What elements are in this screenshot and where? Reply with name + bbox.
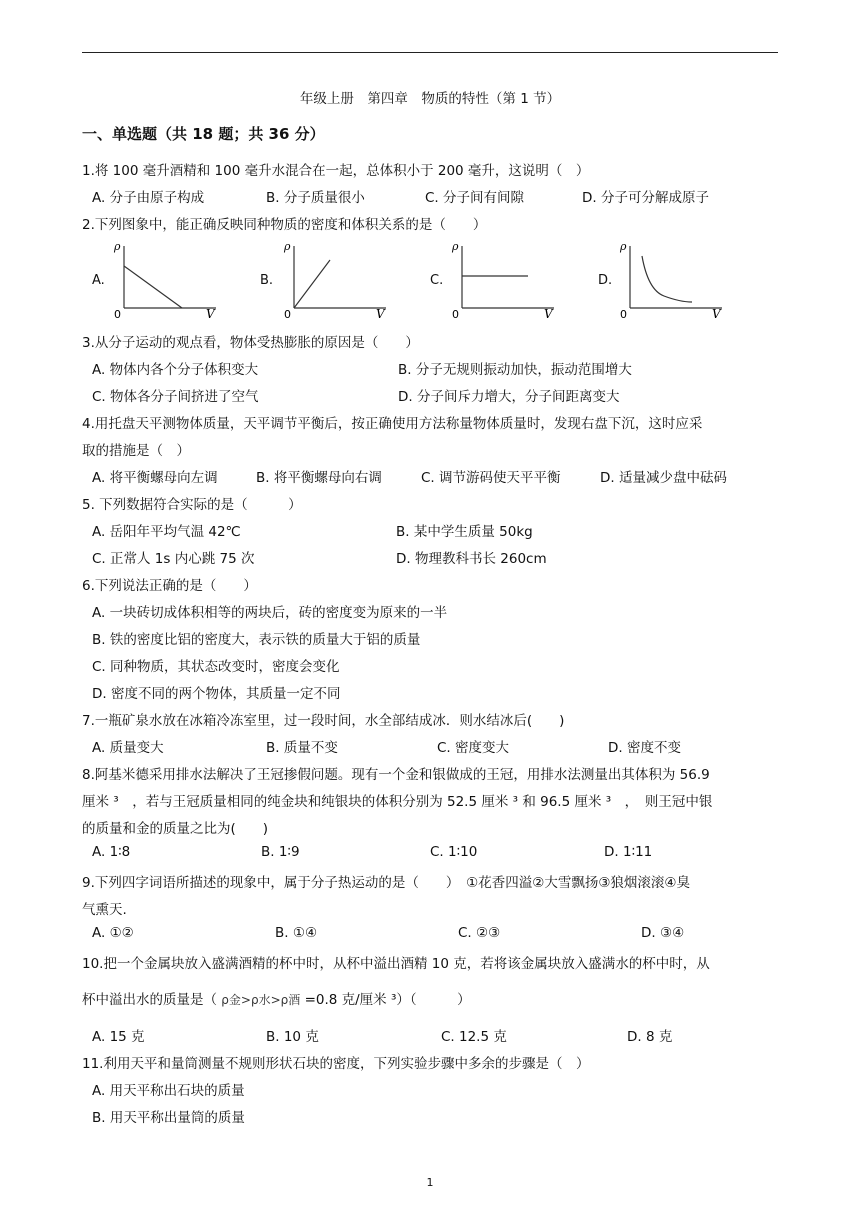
q2-option-d: D. — [598, 273, 613, 288]
q7-option-d: D. 密度不变 — [608, 740, 681, 756]
q8-option-a: A. 1∶8 — [92, 844, 131, 860]
q3-option-b: B. 分子无规则振动加快，振动范围增大 — [398, 362, 632, 378]
question-8-stem-line3: 的质量和金的质量之比为( ) — [82, 821, 269, 837]
q4-option-d: D. 适量减少盘中砝码 — [600, 470, 727, 486]
q10-option-b: B. 10 克 — [266, 1029, 319, 1045]
q10-option-a: A. 15 克 — [92, 1029, 145, 1045]
q6-option-a: A. 一块砖切成体积相等的两块后，砖的密度变为原来的一半 — [92, 605, 448, 621]
q10-stem-pre: 杯中溢出水的质量是（ — [82, 992, 217, 1008]
q1-option-b: B. 分子质量很小 — [266, 190, 365, 206]
q10-stem-post: =0.8 克/厘米 ³）（ ） — [304, 992, 471, 1008]
q3-option-d: D. 分子间斥力增大，分子间距离变大 — [398, 389, 620, 405]
question-9-stem-line1: 9.下列四字词语所描述的现象中，属于分子热运动的是（ ） ①花香四溢②大雪飘扬③狼烟滚滚④臭 — [82, 875, 691, 891]
graph-d-axis-x: V — [712, 307, 721, 320]
q8-option-d: D. 1∶11 — [604, 844, 653, 860]
graph-c — [446, 240, 566, 320]
q8-option-c: C. 1∶10 — [430, 844, 478, 860]
q7-option-c: C. 密度变大 — [437, 740, 510, 756]
q3-option-c: C. 物体各分子间挤进了空气 — [92, 389, 259, 405]
q5-option-a: A. 岳阳年平均气温 42℃ — [92, 524, 241, 540]
question-10-stem-line2 — [82, 988, 471, 1008]
q6-option-d: D. 密度不同的两个物体，其质量一定不同 — [92, 686, 341, 702]
graph-d — [614, 240, 734, 320]
q5-option-c: C. 正常人 1s 内心跳 75 次 — [92, 551, 255, 567]
question-2-stem: 2.下列图象中，能正确反映同种物质的密度和体积关系的是（ ） — [82, 217, 487, 233]
q9-option-b: B. ①④ — [275, 925, 318, 941]
q7-option-b: B. 质量不变 — [266, 740, 338, 756]
question-10-stem-line1: 10.把一个金属块放入盛满酒精的杯中时，从杯中溢出酒精 10 克，若将该金属块放入盛满水的杯中时，从 — [82, 956, 710, 972]
q11-option-b: B. 用天平称出量筒的质量 — [92, 1110, 245, 1126]
q10-option-d: D. 8 克 — [627, 1029, 673, 1045]
graph-c-axis-x: V — [544, 307, 553, 320]
graph-c-axis-y: ρ — [452, 240, 459, 253]
question-5-stem: 5. 下列数据符合实际的是（ ） — [82, 497, 302, 513]
graph-d-origin: 0 — [620, 308, 627, 320]
page-title: 年级上册 第四章 物质的特性（第 1 节） — [299, 91, 561, 107]
q7-option-a: A. 质量变大 — [92, 740, 164, 756]
q6-option-b: B. 铁的密度比铝的密度大，表示铁的质量大于铝的质量 — [92, 632, 421, 648]
question-4-stem-line1: 4.用托盘天平测物体质量，天平调节平衡后，按正确使用方法称量物体质量时，发现右盘下沉，这时应采 — [82, 416, 703, 432]
graph-a-origin: 0 — [114, 308, 121, 320]
q10-density-formula: ρ金>ρ水>ρ酒 — [221, 993, 301, 1007]
graph-b — [278, 240, 398, 320]
q4-option-a: A. 将平衡螺母向左调 — [92, 470, 218, 486]
question-7-stem: 7.一瓶矿泉水放在冰箱冷冻室里，过一段时间，水全部结成冰．则水结冰后( ) — [82, 713, 565, 729]
graph-a — [108, 240, 228, 320]
q8-option-b: B. 1∶9 — [261, 844, 300, 860]
q3-option-a: A. 物体内各个分子体积变大 — [92, 362, 259, 378]
graph-b-axis-y: ρ — [284, 240, 291, 253]
graph-d-curve — [642, 256, 692, 302]
question-6-stem: 6.下列说法正确的是（ ） — [82, 578, 257, 594]
q1-option-d: D. 分子可分解成原子 — [582, 190, 709, 206]
graph-a-axis-y: ρ — [114, 240, 121, 253]
graph-b-origin: 0 — [284, 308, 291, 320]
q9-option-c: C. ②③ — [458, 925, 501, 941]
section-heading: 一、单选题（共 18 题；共 36 分） — [82, 125, 325, 143]
graph-b-axis-x: V — [376, 307, 385, 320]
graph-d-axis-y: ρ — [620, 240, 627, 253]
header-rule — [82, 52, 778, 53]
q4-option-b: B. 将平衡螺母向右调 — [256, 470, 382, 486]
question-4-stem-line2: 取的措施是（ ） — [82, 443, 190, 459]
graph-a-curve — [124, 266, 182, 308]
question-9-stem-line2: 气熏天. — [82, 902, 127, 918]
graph-b-curve — [294, 260, 330, 308]
q10-option-c: C. 12.5 克 — [441, 1029, 507, 1045]
question-3-stem: 3.从分子运动的观点看，物体受热膨胀的原因是（ ） — [82, 335, 419, 351]
question-1-stem: 1.将 100 毫升酒精和 100 毫升水混合在一起，总体积小于 200 毫升，这说明（ ） — [82, 163, 590, 179]
q2-option-a: A. — [92, 273, 105, 288]
question-8-stem-line1: 8.阿基米德采用排水法解决了王冠掺假问题。现有一个金和银做成的王冠，用排水法测量出其体积为 56.9 — [82, 767, 710, 783]
graph-a-axis-x: V — [206, 307, 215, 320]
q1-option-a: A. 分子由原子构成 — [92, 190, 205, 206]
q4-option-c: C. 调节游码使天平平衡 — [421, 470, 561, 486]
q9-option-d: D. ③④ — [641, 925, 685, 941]
q2-option-b: B. — [260, 273, 274, 288]
q1-option-c: C. 分子间有间隙 — [425, 190, 525, 206]
q5-option-d: D. 物理教科书长 260cm — [396, 551, 547, 567]
q5-option-b: B. 某中学生质量 50kg — [396, 524, 533, 540]
q2-option-c: C. — [430, 273, 444, 288]
page-number: 1 — [426, 1176, 434, 1189]
graph-c-origin: 0 — [452, 308, 459, 320]
q11-option-a: A. 用天平称出石块的质量 — [92, 1083, 245, 1099]
q6-option-c: C. 同种物质，其状态改变时，密度会变化 — [92, 659, 340, 675]
q9-option-a: A. ①② — [92, 925, 134, 941]
question-8-stem-line2: 厘米 ³ ，若与王冠质量相同的纯金块和纯银块的体积分别为 52.5 厘米 ³ 和 96.5 厘米 ³ ， 则王冠中银 — [82, 794, 713, 810]
question-11-stem: 11.利用天平和量筒测量不规则形状石块的密度，下列实验步骤中多余的步骤是（ ） — [82, 1056, 590, 1072]
